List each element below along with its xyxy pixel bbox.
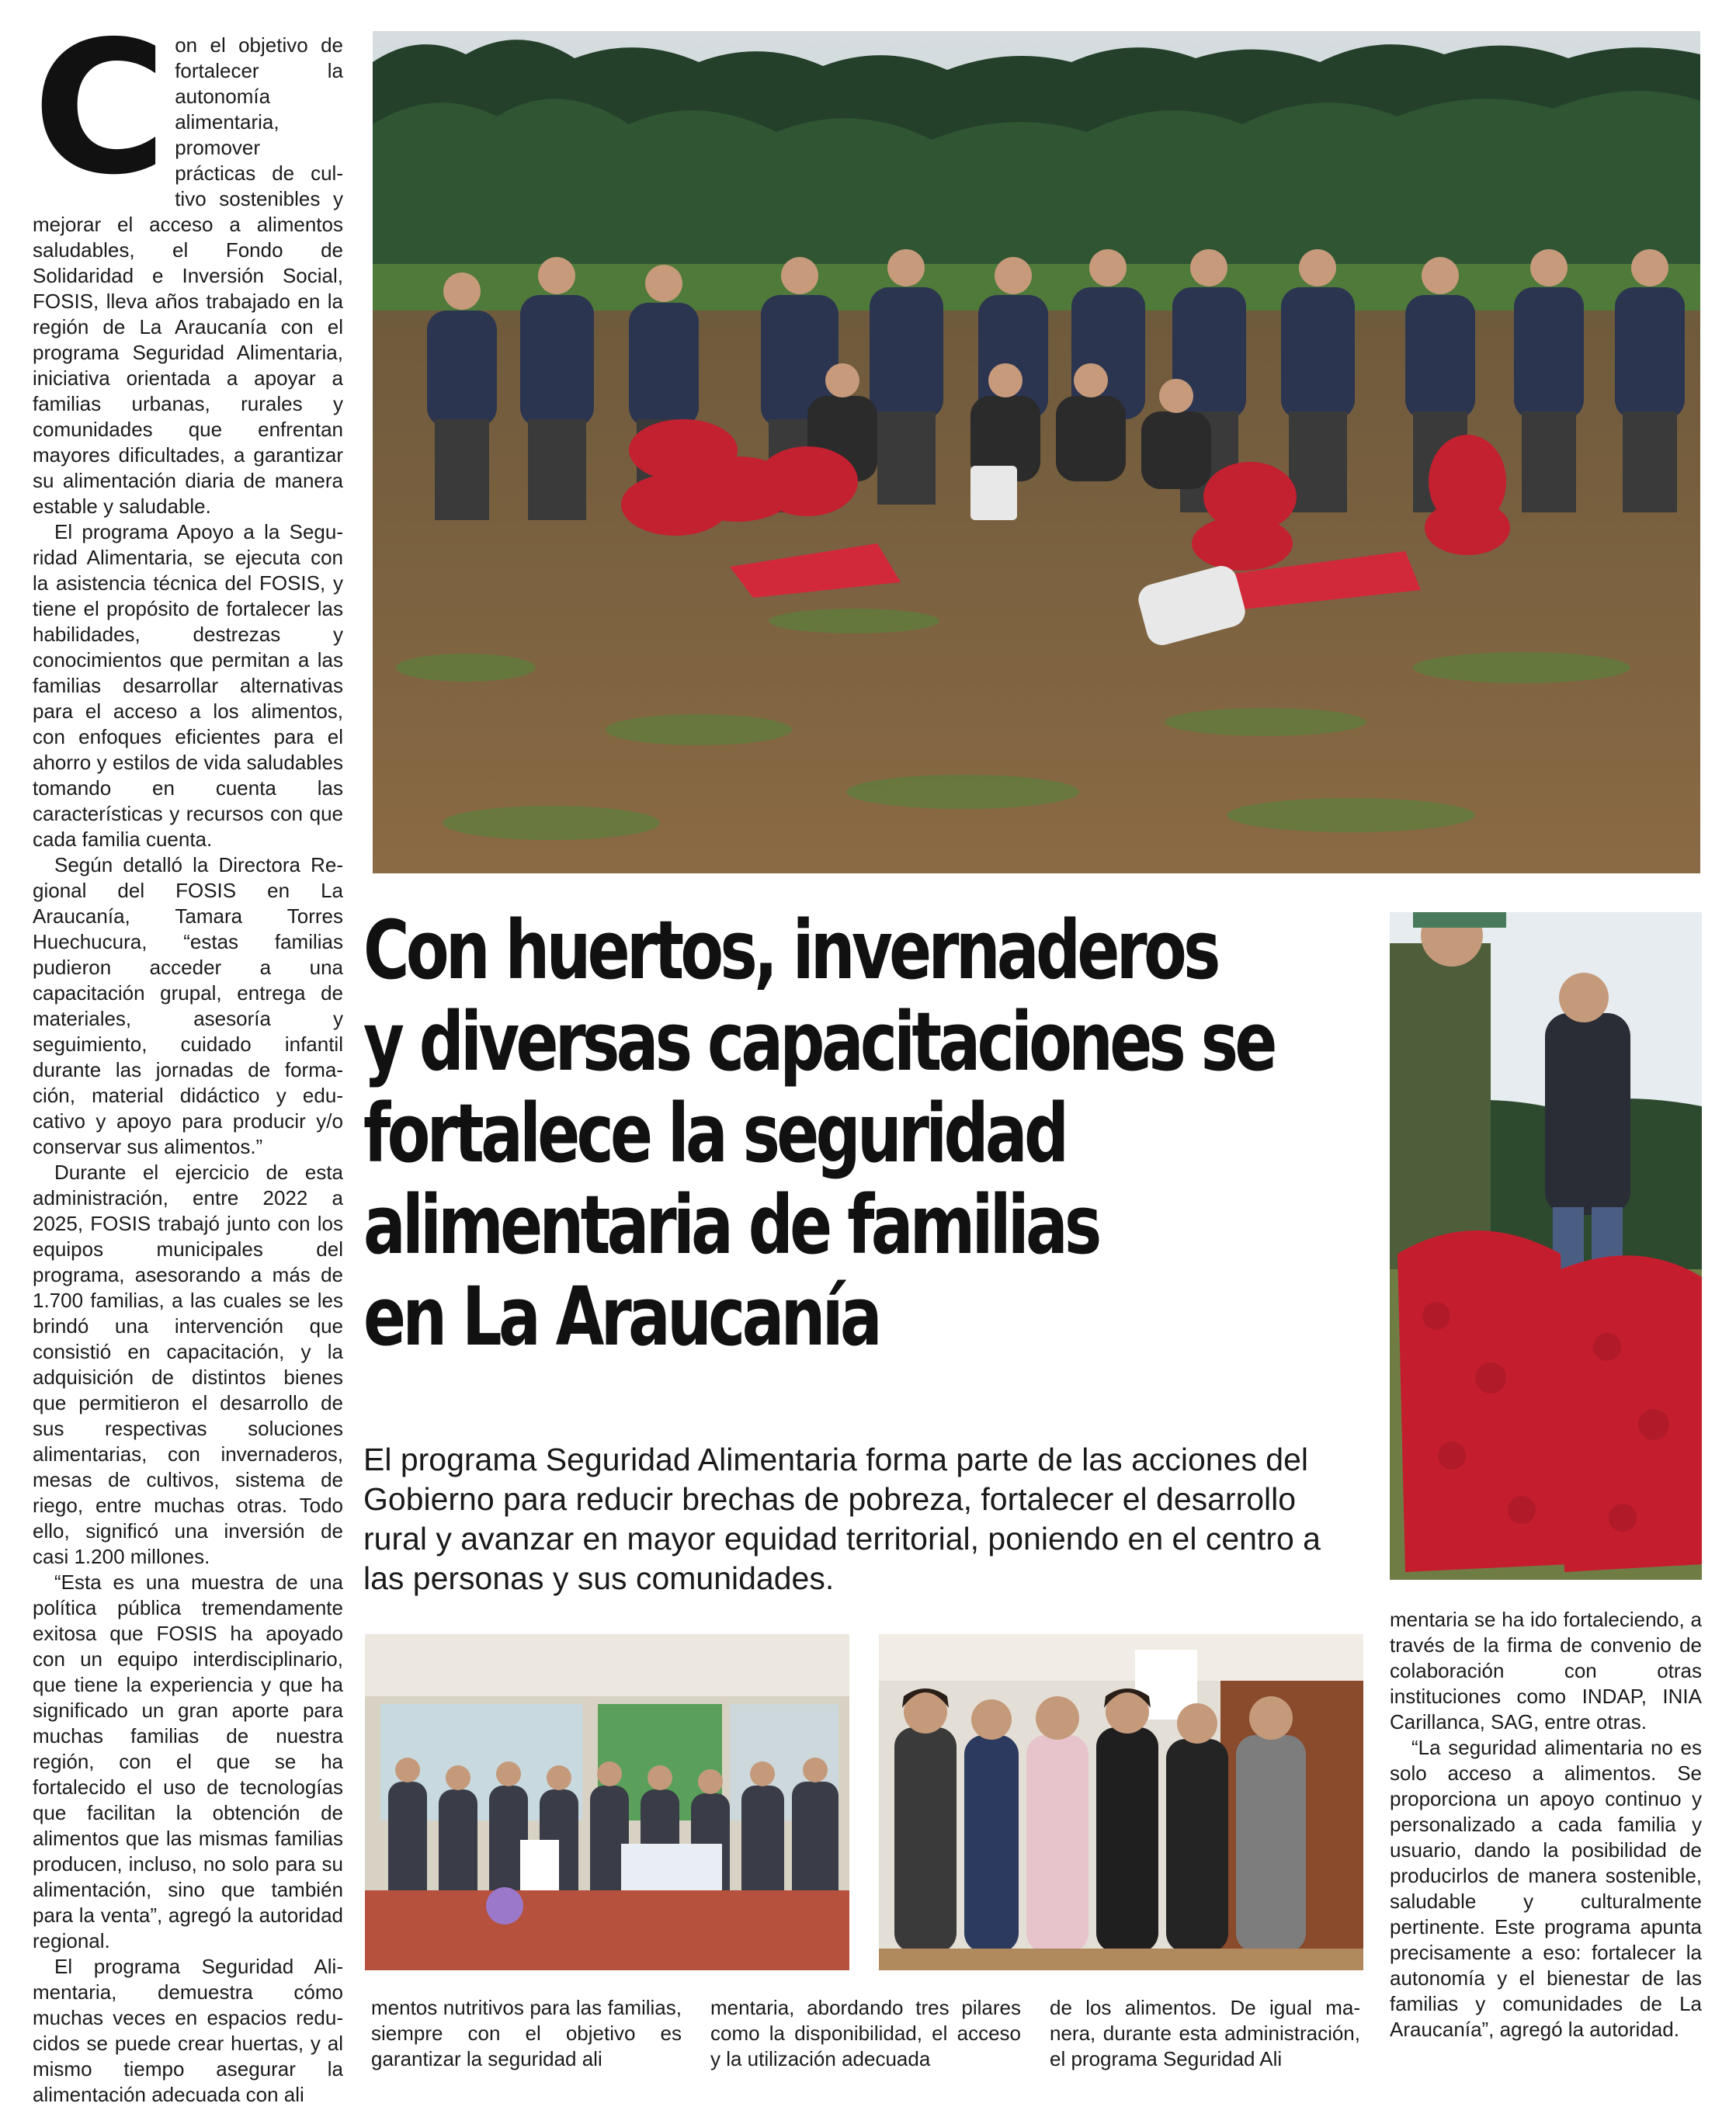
- bottom-column-3: [710, 1995, 1021, 2072]
- bottom-col2-text: mentos nutritivos para las familias, siempre con el objetivo es garantizar la seguridad ali: [371, 1996, 682, 2070]
- photo-agreement-signing: [365, 1634, 849, 1970]
- headline-line: Con huertos, invernaderos: [363, 903, 1217, 998]
- right-paragraph-2: “La seguridad alimentaria no es solo acceso a alimentos. Se proporciona un apoyo continuo y personalizado a cada familia y usuario, dando la posibilidad de producirlos de manera sostenible, saludable y culturalmente pertinente. Este programa apunta precisamente a eso: fortalecer la autonomía y el bienestar de las familias y comunidades de La Araucanía”, agregó la autoridad.: [1390, 1736, 1702, 2041]
- team-illustration: [879, 1634, 1363, 1970]
- headline-line: y diversas capacitaciones se: [363, 994, 1274, 1089]
- paragraph-2: El programa Apoyo a la Seguridad Alimentaria, se ejecuta con la asistencia técnica del FOSIS, y tiene el propósito de fortalecer las habilidades, destrezas y conocimientos que permitan a las familias desarrollar alternativas para el acceso a los alimentos, con enfoques eficientes para el ahorro y estilos de vida saludables tomando en cuenta las características y recursos con que cada familia cuenta.: [33, 520, 343, 851]
- paragraph-3: Según detalló la Directora Regional del FOSIS en La Araucanía, Tamara Torres Huechucura, “estas familias pudieron acceder a una capacitación grupal, entrega de materiales, asesoría y seguimiento, cuidado infantil durante las jornadas de formación, material didáctico y educativo y apoyo para producir y/o conservar sus alimentos.”: [33, 853, 343, 1158]
- paragraph-6: El programa Seguridad Alimentaria, demuestra cómo muchas veces en espacios reducidos se puede crear huertas, y al mismo tiempo asegurar la alimentación adecuada con ali: [33, 1955, 343, 2106]
- left-text-column: [33, 2, 343, 2108]
- sacks-illustration: [1390, 912, 1702, 1580]
- subheadline: El programa Seguridad Alimentaria forma parte de las acciones del Gobierno para reducir brechas de pobreza, fortalecer el desarrollo rural y avanzar en mayor equidad territorial, poniendo en el centro a las personas y sus comunidades.: [363, 1442, 1321, 1596]
- photo-fosis-team: [879, 1634, 1363, 1970]
- main-photo-potato-harvest: [373, 31, 1700, 873]
- bottom-col3-text: mentaria, abordando tres pilares como la disponibilidad, el acceso y la utilización adecuada: [710, 1996, 1021, 2070]
- paragraph-intro: on el objetivo de fortalecer la autonomía alimentaria, promover prácticas de cultivo sostenibles y mejorar el acceso a alimentos saludables, el Fondo de Solidaridad e Inversión Social, FOSIS, lleva años trabajado en la región de La Araucanía con el programa Seguridad Alimentaria, iniciativa orientada a apoyar a familias urbanas, rurales y comunidades que enfrentan mayores dificultades, a garantizar su alimentación diaria de manera estable y saludable.: [33, 33, 343, 518]
- right-paragraph-1: mentaria se ha ido fortaleciendo, a través de la firma de convenio de colaboración con otras instituciones como INDAP, INIA Carillanca, SAG, entre otras.: [1390, 1608, 1702, 1734]
- right-text-column: [1390, 1607, 1702, 2042]
- drop-cap: C: [33, 2, 168, 215]
- paragraph-4: Durante el ejercicio de esta administración, entre 2022 a 2025, FOSIS trabajó junto con los equipos municipales del programa, asesorando a más de 1.700 familias, a las cuales se les brindó una intervención que consistió en capacitación, y la adquisición de distintos bienes que permitieron el desarrollo de sus respectivas soluciones alimentarias, con invernaderos, mesas de cultivos, sistema de riego, entre muchas otras. Todo ello, significó una inversión de casi 1.200 millones.: [33, 1161, 343, 1568]
- headline-line: fortalece la seguridad: [363, 1086, 1066, 1181]
- headline-line: alimentaria de familias: [363, 1178, 1099, 1272]
- headline-line: en La Araucanía: [363, 1269, 879, 1364]
- harvest-illustration: [373, 31, 1700, 873]
- paragraph-5: “Esta es una muestra de una política pública tremendamente exitosa que FOSIS ha apoyado con un equipo interdisciplinario, que tiene la experiencia y que ha significado un gran aporte para muchas familias de nuestra región, con el que se ha fortalecido el uso de tecnologías que facilitan la obtención de alimentos que las mismas familias producen, incluso, no solo para su alimentación, sino que también para la venta”, agregó la autoridad regional.: [33, 1570, 343, 1952]
- bottom-col4-text: de los alimentos. De igual manera, durante esta administración, el programa Seguridad Ali: [1050, 1996, 1360, 2070]
- headline: [363, 903, 1274, 1364]
- right-photo-sacks: [1390, 912, 1702, 1580]
- signing-illustration: [365, 1634, 849, 1970]
- bottom-column-2: [371, 1995, 682, 2072]
- bottom-column-4: [1050, 1995, 1360, 2072]
